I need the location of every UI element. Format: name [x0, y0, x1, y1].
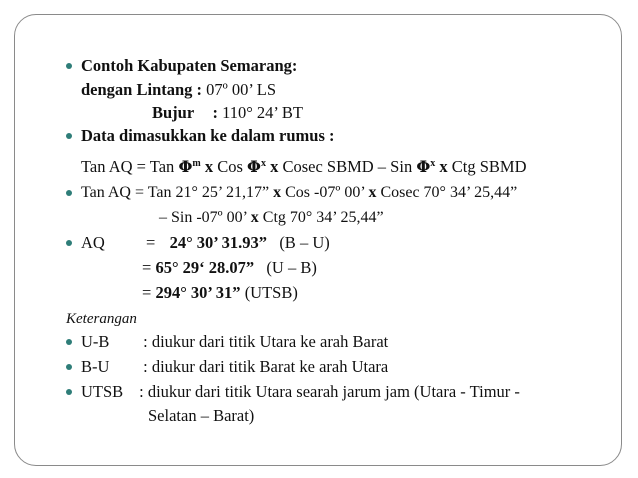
legend-desc: : diukur dari titik Utara ke arah Barat: [143, 332, 389, 351]
longitude-label: Bujur: [152, 103, 195, 122]
phi-symbol: Φ: [178, 157, 193, 176]
result-value: 24° 30’ 31.93”: [169, 233, 268, 252]
result-value: 294° 30’ 31”: [155, 283, 241, 302]
bullet: [66, 389, 72, 395]
latitude-label: dengan Lintang :: [81, 80, 203, 99]
bullet: [66, 364, 72, 370]
result-value: 65° 29‘ 28.07”: [155, 258, 255, 277]
bullet: [66, 63, 72, 69]
keterangan-label: Keterangan: [66, 311, 137, 327]
longitude-line: Bujur : 110° 24’ BT: [152, 103, 303, 122]
aq-label: AQ: [81, 233, 105, 252]
formula-title: Data dimasukkan ke dalam rumus :: [81, 126, 335, 145]
result-direction: (U – B): [266, 258, 317, 277]
substitution-line-1: Tan AQ = Tan 21° 25’ 21,17” x Cos -07º 00’ x Cosec 70° 34’ 25,44”: [81, 184, 518, 201]
formula-line: Tan AQ = Tan $\Phi^m$ x Cos $\Phi^x$ x Cosec SBMD – Sin $\Phi^x$ x Ctg SBMD: [81, 157, 527, 176]
phi-symbol: Φ: [247, 157, 261, 176]
substitution-line-2: – Sin -07º 00’ x Ctg 70° 34’ 25,44”: [159, 209, 384, 226]
result-direction: (UTSB): [244, 283, 298, 302]
legend-code: UTSB: [81, 382, 124, 401]
result-line-3: = 294° 30’ 31” (UTSB): [142, 283, 298, 302]
legend-code: B-U: [81, 357, 110, 376]
bullet: [66, 240, 72, 246]
result-line-2: = 65° 29‘ 28.07” (U – B): [142, 258, 317, 277]
bullet: [66, 133, 72, 139]
legend-item: [81, 382, 520, 402]
legend-item: [81, 357, 388, 377]
result-line-1: [81, 233, 105, 253]
latitude-value: 07º 00’ LS: [206, 80, 277, 99]
latitude-line: [81, 80, 276, 100]
legend-item: [81, 332, 388, 352]
legend-desc: : diukur dari titik Utara searah jarum jam (Utara - Timur -: [139, 382, 520, 401]
legend-desc: : diukur dari titik Barat ke arah Utara: [143, 357, 389, 376]
bullet: [66, 339, 72, 345]
result-line-1-value: = 24° 30’ 31.93” (B – U): [146, 233, 330, 252]
phi-symbol: Φ: [416, 157, 431, 176]
legend-continuation: Selatan – Barat): [148, 406, 255, 425]
result-direction: (B – U): [279, 233, 330, 252]
legend-code: U-B: [81, 332, 110, 351]
longitude-value: 110° 24’ BT: [222, 103, 303, 122]
bullet: [66, 190, 72, 196]
example-title: Contoh Kabupaten Semarang:: [81, 56, 298, 75]
